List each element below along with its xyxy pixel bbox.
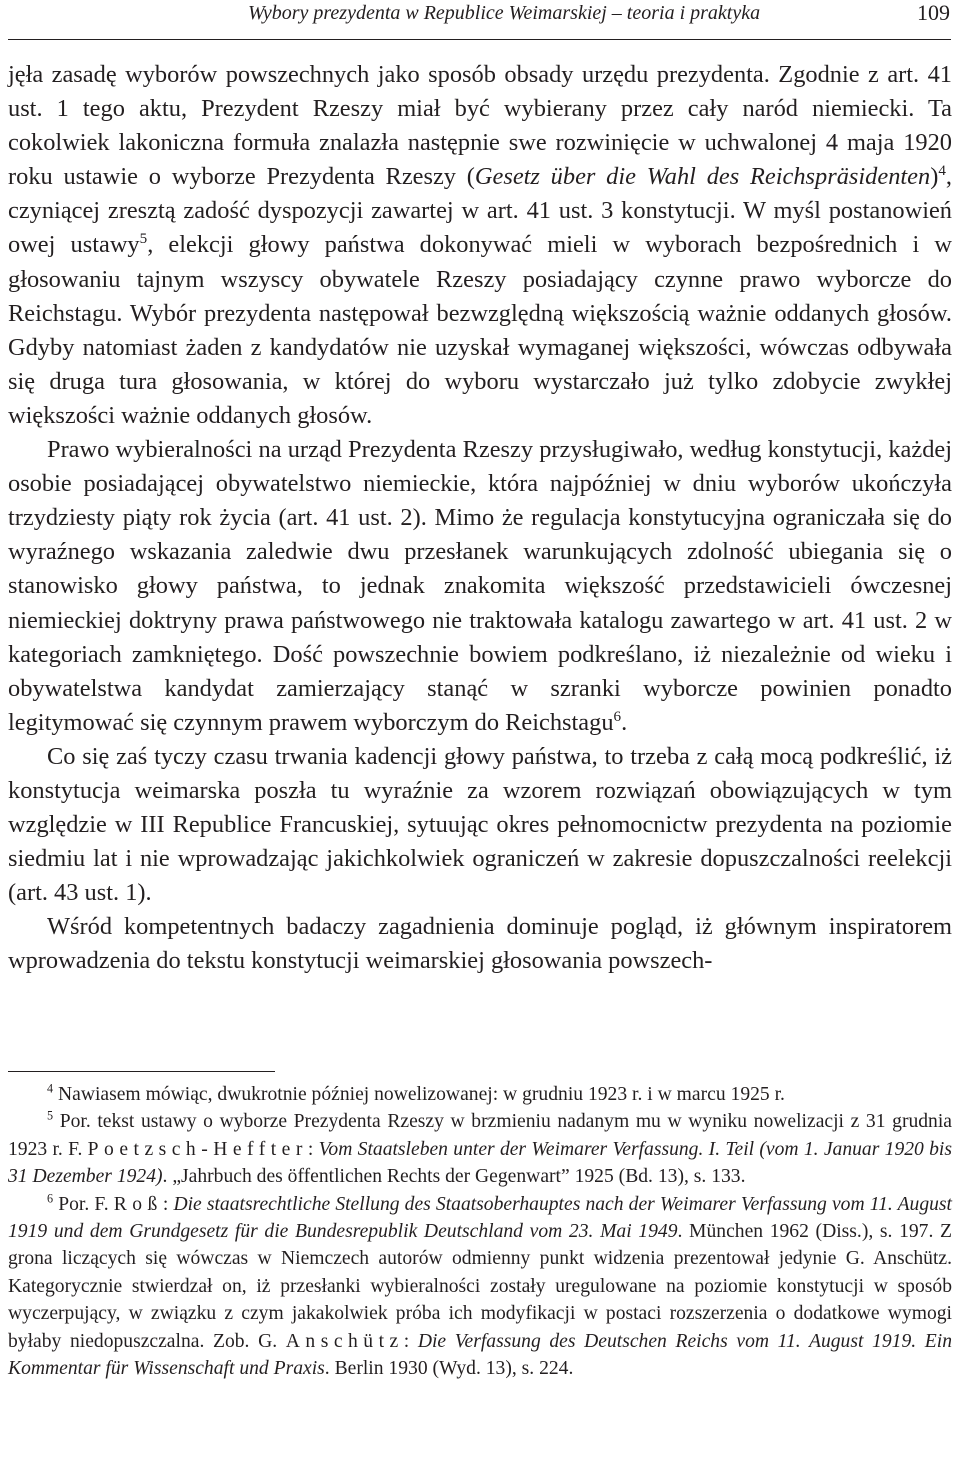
footnote-6 — [8, 1191, 952, 1383]
page-header — [0, 0, 960, 44]
paragraph-1-text-b: ) — [930, 163, 939, 191]
footnote-6-italic-title-1: Die staatsrechtliche Stellung des Staatsoberhauptes nach der Weimarer Verfassung vom 11. August 1919 und dem Grundgesetz für die Bundesrepublik Deutschland vom 23. Mai 1949 — [8, 1193, 952, 1243]
footnote-5-author: Poetzsch-Heffter — [87, 1138, 308, 1160]
footnote-ref-5: 5 — [139, 231, 148, 248]
footnote-6-text-c: . München 1962 (Diss.), s. 197. Z grona liczących się wówczas w Niemczech autorów odmienny punkt widzenia prezentował jedynie G. Anschütz. Kategorycznie stwierdzał on, iż przesłanki wybieralności zostały uregulowane na poziomie konstytucji w sposób wyczerpujący, w związku z czym jakakolwiek próba ich modyfikacji w postaci rozszerzenia o dodatkowe wymogi byłaby niedopuszczalna. Zob. G. — [8, 1221, 953, 1352]
footnote-6-italic-title-2: Die Verfassung des Deutschen Reichs vom 11. August 1919. Ein Kommentar für Wissenschaft und Praxis — [8, 1330, 952, 1380]
running-title: Wybory prezydenta w Republice Weimarskiej – teoria i praktyka — [248, 2, 761, 24]
footnote-6-author-1: Roß — [113, 1193, 163, 1215]
header-rule — [8, 39, 951, 40]
footnote-5-text-b: : — [307, 1138, 319, 1160]
paragraph-1-text-d: , elekcji głowy państwa dokonywać mieli w wyborach bezpośrednich i w głosowaniu tajnym wszyscy obywatele Rzeszy posiadający czynne prawo wyborcze do Reichstagu. Wybór prezydenta następował bezwzględną większością ważnie oddanych głosów. Gdyby natomiast żaden z kandydatów nie uzyskał wymaganej większości, wówczas odbywała się druga tura głosowania, w której do wyboru wystarczało już tylko zdobycie zwykłej większości ważnie oddanych głosów. — [8, 231, 952, 429]
paragraph-2 — [8, 433, 952, 740]
paragraph-1-text-c: , czyniącej zresztą zadość dyspozycji zawartej w art. 41 ust. 3 konstytucji. W myśl postanowień owej ustawy — [8, 163, 952, 259]
paragraph-1 — [8, 58, 952, 433]
footnote-6-author-2: Anschütz — [285, 1330, 404, 1352]
footnote-5 — [8, 1108, 952, 1190]
footnotes — [8, 1081, 952, 1382]
footnote-5-italic-title: Vom Staatsleben unter der Weimarer Verfassung. I. Teil (vom 1. Januar 1920 bis 31 Dezember 1924) — [8, 1138, 952, 1188]
footnote-4-number: 4 — [47, 1081, 54, 1096]
footnote-5-text-c: . „Jahrbuch des öffentlichen Rechts der Gegenwart” 1925 (Bd. 13), s. 133. — [162, 1166, 746, 1188]
main-text — [8, 58, 952, 979]
paragraph-1-italic-title: Gesetz über die Wahl des Reichspräsidenten — [474, 163, 931, 191]
footnote-separator — [8, 1071, 275, 1072]
footnote-ref-4: 4 — [938, 163, 946, 180]
footnote-5-number: 5 — [47, 1108, 54, 1123]
footnote-ref-6: 6 — [613, 708, 622, 725]
page-number: 109 — [917, 0, 950, 25]
paragraph-2-text-b: . — [621, 708, 628, 736]
paragraph-2-text-a: Prawo wybieralności na urząd Prezydenta Rzeszy przysługiwało, według konstytucji, każdej osobie posiadającej obywatelstwo niemieckie, która najpóźniej w dniu wyborów ukończyła trzydziesty piąty rok życia (art. 41 ust. 2). Mimo że regulacja konstytucyjna ograniczała się do wyraźnego wskazania zaledwie dwu przesłanek warunkujących zdolność ubiegania się o stanowisko głowy państwa, to jednak znakomita większość przedstawicieli ówczesnej niemieckiej doktryny prawa państwowego nie traktowała katalogu zawartego w art. 41 ust. 2 w kategoriach zamkniętego. Dość powszechnie bowiem podkreślano, iż niezależnie od wieku i obywatelstwa kandydat zamierzający stanąć w szranki wyborcze powinien ponadto legitymować się czynnym prawem wyborczym do Reichstagu — [8, 436, 952, 736]
paragraph-3: Co się zaś tyczy czasu trwania kadencji głowy państwa, to trzeba z całą mocą podkreślić, iż konstytucja weimarska poszła tu wyraźnie za wzorem rozwiązań obowiązujących w tym względzie w III Republice Francuskiej, sytuując okres pełnomocnictw prezydenta na poziomie siedmiu lat i nie wprowadzając jakichkolwiek ograniczeń w zakresie dopuszczalności reelekcji (art. 43 ust. 1). — [8, 742, 952, 907]
footnote-4-text: Nawiasem mówiąc, dwukrotnie później nowelizowanej: w grudniu 1923 r. i w marcu 1925 r. — [53, 1084, 785, 1105]
footnote-6-text-e: . Berlin 1930 (Wyd. 13), s. 224. — [324, 1358, 574, 1380]
footnote-6-text-b: : — [162, 1193, 174, 1215]
footnote-5-text-a: Por. tekst ustawy o wyborze Prezydenta Rzeszy w brzmieniu nadanym mu w wyniku nowelizacji z 31 grudnia 1923 r. F. — [8, 1111, 952, 1160]
paragraph-4: Wśród kompetentnych badaczy zagadnienia dominuje pogląd, iż głównym inspiratorem wprowadzenia do tekstu konstytucji weimarskiej głosowania powszech- — [8, 913, 952, 975]
paragraph-1-text-a: jęła zasadę wyborów powszechnych jako sposób obsady urzędu prezydenta. Zgodnie z art. 41 ust. 1 tego aktu, Prezydent Rzeszy miał być wybierany przez cały naród niemiecki. Ta cokolwiek lakoniczna formuła znalazła następnie swe rozwinięcie w uchwalonej 4 maja 1920 roku ustawie o wyborze Prezydenta Rzeszy ( — [8, 61, 952, 191]
footnote-6-number: 6 — [47, 1191, 54, 1206]
footnote-6-text-a: Por. F. — [53, 1193, 114, 1215]
footnote-4 — [8, 1081, 952, 1108]
footnote-6-text-d: : — [403, 1330, 418, 1352]
